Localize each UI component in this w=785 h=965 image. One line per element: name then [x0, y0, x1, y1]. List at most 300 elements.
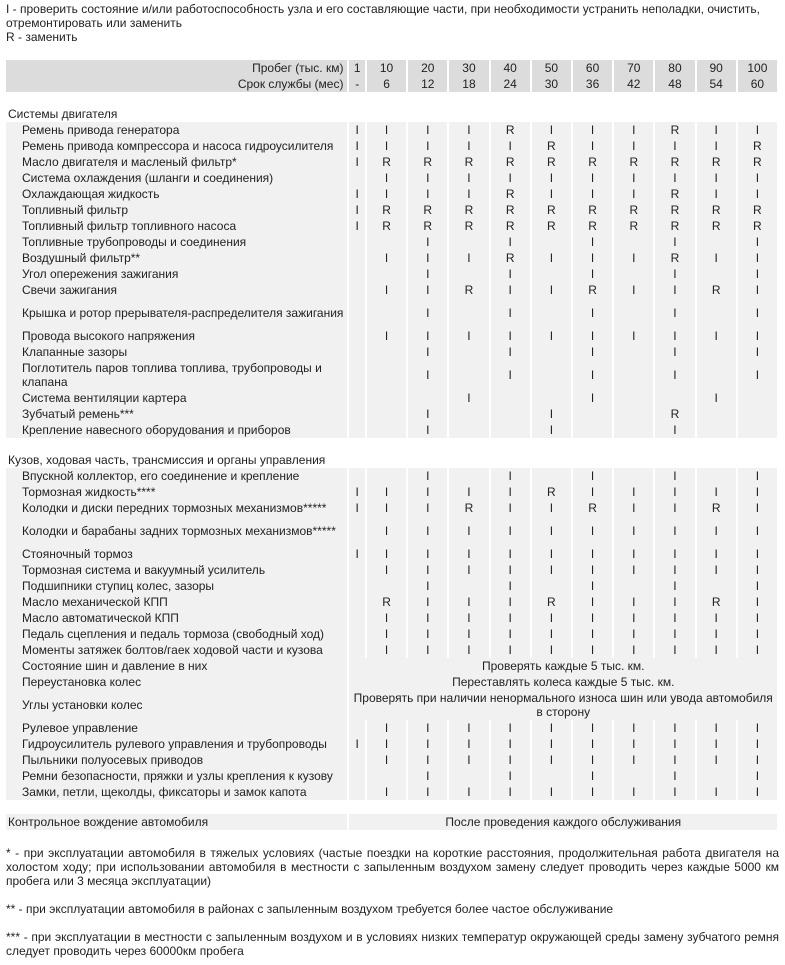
schedule-cell: I: [491, 642, 530, 658]
item-name: Угол опережения зажигания: [6, 266, 347, 282]
schedule-cell: I: [491, 484, 530, 500]
schedule-cell: I: [738, 610, 777, 626]
schedule-cell: I: [655, 282, 694, 298]
schedule-cell: R: [491, 122, 530, 138]
schedule-row: [6, 344, 777, 360]
schedule-cell: I: [738, 720, 777, 736]
schedule-cell: I: [491, 768, 530, 784]
schedule-cell: I: [697, 610, 736, 626]
schedule-cell: R: [655, 218, 694, 234]
item-name: Состояние шин и давление в них: [6, 658, 347, 674]
schedule-cell: I: [697, 186, 736, 202]
schedule-cell: I: [573, 626, 612, 642]
schedule-cell: R: [655, 250, 694, 266]
schedule-cell: I: [491, 562, 530, 578]
schedule-cell: I: [449, 546, 488, 562]
schedule-cell: R: [449, 500, 488, 516]
schedule-cell: [532, 578, 571, 594]
schedule-cell: I: [408, 360, 447, 390]
schedule-cell: R: [449, 154, 488, 170]
schedule-cell: I: [573, 610, 612, 626]
schedule-cell: [367, 234, 406, 250]
schedule-cell: I: [408, 562, 447, 578]
schedule-cell: I: [449, 328, 488, 344]
item-name: Провода высокого напряжения: [6, 328, 347, 344]
schedule-cell: [349, 468, 364, 484]
schedule-cell: I: [491, 752, 530, 768]
schedule-cell: I: [491, 234, 530, 250]
schedule-cell: I: [738, 328, 777, 344]
spacer: [6, 92, 777, 106]
schedule-cell: R: [738, 218, 777, 234]
header-cell: 10: [367, 60, 406, 76]
schedule-cell: I: [408, 484, 447, 500]
schedule-cell: I: [738, 562, 777, 578]
schedule-cell: R: [367, 594, 406, 610]
schedule-cell: I: [367, 484, 406, 500]
schedule-row: [6, 674, 777, 690]
schedule-cell: I: [738, 500, 777, 516]
schedule-cell: I: [449, 138, 488, 154]
schedule-cell: I: [532, 422, 571, 438]
schedule-row: [6, 170, 777, 186]
schedule-cell: I: [655, 500, 694, 516]
schedule-cell: [532, 234, 571, 250]
schedule-cell: R: [614, 202, 653, 218]
interval-note: Проверять каждые 5 тыс. км.: [349, 658, 777, 674]
header-cell: 12: [408, 76, 447, 92]
schedule-cell: I: [614, 752, 653, 768]
schedule-cell: I: [573, 298, 612, 328]
schedule-cell: I: [367, 642, 406, 658]
schedule-cell: I: [738, 266, 777, 282]
schedule-cell: I: [614, 610, 653, 626]
schedule-cell: I: [573, 784, 612, 800]
schedule-cell: I: [655, 266, 694, 282]
item-name: Крепление навесного оборудования и приборов: [6, 422, 347, 438]
schedule-cell: R: [532, 484, 571, 500]
schedule-cell: I: [408, 250, 447, 266]
schedule-cell: I: [449, 122, 488, 138]
schedule-cell: I: [449, 594, 488, 610]
schedule-cell: [655, 390, 694, 406]
schedule-cell: [349, 250, 364, 266]
schedule-cell: R: [573, 500, 612, 516]
schedule-cell: I: [697, 562, 736, 578]
spacer: [6, 800, 777, 814]
schedule-cell: I: [349, 736, 364, 752]
schedule-cell: I: [614, 594, 653, 610]
header-cell: 24: [491, 76, 530, 92]
schedule-cell: [349, 752, 364, 768]
schedule-cell: I: [349, 186, 364, 202]
schedule-cell: I: [655, 422, 694, 438]
item-name: Свечи зажигания: [6, 282, 347, 298]
item-name: Рулевое управление: [6, 720, 347, 736]
schedule-cell: I: [738, 484, 777, 500]
item-name: Колодки и барабаны задних тормозных механизмов*****: [6, 516, 347, 546]
schedule-cell: R: [532, 218, 571, 234]
schedule-cell: I: [491, 298, 530, 328]
schedule-cell: I: [697, 642, 736, 658]
header-cell: 60: [573, 60, 612, 76]
schedule-cell: [349, 626, 364, 642]
schedule-cell: [614, 390, 653, 406]
schedule-cell: R: [449, 202, 488, 218]
schedule-cell: I: [614, 720, 653, 736]
schedule-cell: I: [532, 562, 571, 578]
schedule-cell: R: [573, 282, 612, 298]
header-cell: 20: [408, 60, 447, 76]
header-cell: 70: [614, 60, 653, 76]
schedule-cell: [349, 516, 364, 546]
schedule-cell: R: [738, 138, 777, 154]
schedule-cell: I: [349, 122, 364, 138]
schedule-cell: I: [532, 186, 571, 202]
schedule-cell: I: [697, 626, 736, 642]
schedule-cell: I: [738, 736, 777, 752]
schedule-cell: I: [655, 594, 694, 610]
footnote: * - при эксплуатации автомобиля в тяжелых условиях (частые поездки на короткие расстояния, продолжительная работа двигателя на холостом ходу; при использовании автомобиля в местности с запыленным воздухом замену следует проводить через каждые 5000 км пробега или 3 месяца эксплуатации): [6, 846, 779, 888]
schedule-cell: I: [738, 626, 777, 642]
schedule-cell: I: [697, 736, 736, 752]
schedule-cell: I: [738, 768, 777, 784]
schedule-cell: I: [573, 186, 612, 202]
schedule-cell: [697, 344, 736, 360]
schedule-cell: I: [408, 234, 447, 250]
schedule-cell: I: [408, 720, 447, 736]
schedule-cell: [349, 170, 364, 186]
schedule-cell: I: [573, 752, 612, 768]
section-title-row: [6, 106, 777, 122]
schedule-cell: I: [655, 360, 694, 390]
schedule-cell: [697, 768, 736, 784]
schedule-cell: [738, 406, 777, 422]
header-cell: 6: [367, 76, 406, 92]
schedule-cell: [491, 406, 530, 422]
schedule-cell: [697, 578, 736, 594]
schedule-cell: I: [573, 562, 612, 578]
schedule-cell: I: [491, 516, 530, 546]
schedule-cell: I: [349, 202, 364, 218]
schedule-cell: I: [738, 578, 777, 594]
schedule-row: [6, 784, 777, 800]
schedule-cell: [532, 266, 571, 282]
schedule-cell: [349, 390, 364, 406]
schedule-cell: I: [491, 594, 530, 610]
item-name: Зубчатый ремень***: [6, 406, 347, 422]
schedule-cell: I: [449, 626, 488, 642]
schedule-cell: [614, 360, 653, 390]
schedule-cell: I: [367, 328, 406, 344]
footnotes: [6, 846, 779, 958]
schedule-cell: I: [532, 170, 571, 186]
schedule-row: [6, 768, 777, 784]
schedule-cell: I: [573, 768, 612, 784]
item-name: Система вентиляции картера: [6, 390, 347, 406]
schedule-cell: I: [367, 122, 406, 138]
item-name: Впускной коллектор, его соединение и крепление: [6, 468, 347, 484]
schedule-cell: R: [655, 154, 694, 170]
schedule-cell: I: [573, 390, 612, 406]
schedule-cell: I: [532, 736, 571, 752]
schedule-cell: I: [573, 546, 612, 562]
schedule-cell: R: [697, 218, 736, 234]
schedule-cell: I: [655, 768, 694, 784]
schedule-row: [6, 610, 777, 626]
schedule-cell: I: [449, 250, 488, 266]
schedule-cell: I: [573, 122, 612, 138]
schedule-cell: I: [532, 720, 571, 736]
schedule-cell: I: [491, 500, 530, 516]
schedule-cell: [367, 344, 406, 360]
schedule-cell: I: [408, 468, 447, 484]
schedule-row: [6, 562, 777, 578]
schedule-cell: I: [614, 562, 653, 578]
schedule-cell: I: [491, 578, 530, 594]
schedule-cell: [614, 578, 653, 594]
schedule-cell: I: [349, 138, 364, 154]
schedule-cell: I: [491, 468, 530, 484]
schedule-cell: I: [408, 170, 447, 186]
schedule-cell: [349, 562, 364, 578]
schedule-cell: [697, 468, 736, 484]
schedule-cell: I: [367, 170, 406, 186]
schedule-cell: R: [655, 202, 694, 218]
schedule-cell: [491, 390, 530, 406]
schedule-cell: I: [367, 720, 406, 736]
schedule-cell: [532, 360, 571, 390]
schedule-cell: I: [655, 626, 694, 642]
schedule-row: [6, 690, 777, 720]
schedule-cell: I: [655, 546, 694, 562]
section-title: Системы двигателя: [6, 106, 777, 122]
schedule-cell: [349, 594, 364, 610]
item-name: Масло механической КПП: [6, 594, 347, 610]
schedule-cell: [367, 468, 406, 484]
schedule-cell: I: [449, 484, 488, 500]
item-name: Замки, петли, щеколды, фиксаторы и замок капота: [6, 784, 347, 800]
schedule-cell: [349, 234, 364, 250]
schedule-cell: R: [697, 202, 736, 218]
schedule-cell: I: [614, 122, 653, 138]
schedule-cell: [349, 784, 364, 800]
schedule-cell: [349, 422, 364, 438]
schedule-cell: I: [573, 578, 612, 594]
schedule-cell: I: [408, 422, 447, 438]
schedule-cell: [367, 578, 406, 594]
schedule-cell: R: [532, 138, 571, 154]
schedule-cell: I: [655, 298, 694, 328]
schedule-cell: I: [408, 406, 447, 422]
header-label: Пробег (тыс. км): [6, 60, 347, 76]
schedule-cell: I: [532, 610, 571, 626]
schedule-cell: I: [408, 546, 447, 562]
schedule-cell: R: [573, 218, 612, 234]
schedule-cell: I: [449, 752, 488, 768]
schedule-cell: [449, 422, 488, 438]
schedule-cell: [367, 422, 406, 438]
item-name: Охлаждающая жидкость: [6, 186, 347, 202]
schedule-row: [6, 546, 777, 562]
schedule-cell: I: [408, 298, 447, 328]
schedule-cell: R: [491, 186, 530, 202]
schedule-cell: R: [367, 202, 406, 218]
schedule-cell: I: [573, 234, 612, 250]
schedule-cell: [532, 768, 571, 784]
schedule-cell: I: [491, 610, 530, 626]
schedule-cell: R: [738, 202, 777, 218]
schedule-cell: [532, 390, 571, 406]
schedule-cell: [449, 768, 488, 784]
schedule-cell: I: [697, 546, 736, 562]
schedule-cell: I: [614, 784, 653, 800]
schedule-cell: I: [738, 516, 777, 546]
schedule-cell: I: [573, 250, 612, 266]
item-name: Топливные трубопроводы и соединения: [6, 234, 347, 250]
schedule-cell: I: [449, 186, 488, 202]
schedule-cell: [349, 610, 364, 626]
schedule-cell: [697, 266, 736, 282]
schedule-cell: I: [491, 720, 530, 736]
schedule-cell: I: [449, 720, 488, 736]
schedule-cell: [738, 390, 777, 406]
schedule-cell: R: [738, 154, 777, 170]
schedule-cell: I: [614, 138, 653, 154]
schedule-cell: I: [491, 626, 530, 642]
schedule-cell: I: [655, 752, 694, 768]
schedule-cell: [614, 406, 653, 422]
schedule-cell: I: [367, 562, 406, 578]
item-name: Клапанные зазоры: [6, 344, 347, 360]
schedule-cell: I: [532, 752, 571, 768]
schedule-cell: I: [449, 516, 488, 546]
schedule-cell: I: [449, 170, 488, 186]
item-name: Крышка и ротор прерывателя-распределителя зажигания: [6, 298, 347, 328]
schedule-cell: R: [697, 594, 736, 610]
control-drive-row: [6, 814, 777, 830]
schedule-cell: [532, 298, 571, 328]
schedule-cell: [614, 344, 653, 360]
schedule-cell: I: [655, 736, 694, 752]
schedule-cell: R: [655, 406, 694, 422]
schedule-cell: I: [367, 186, 406, 202]
header-cell: 30: [449, 60, 488, 76]
header-cell: 42: [614, 76, 653, 92]
schedule-cell: [614, 234, 653, 250]
schedule-cell: R: [408, 154, 447, 170]
schedule-cell: I: [697, 138, 736, 154]
schedule-cell: R: [697, 500, 736, 516]
schedule-cell: I: [655, 720, 694, 736]
schedule-row: [6, 500, 777, 516]
schedule-cell: I: [738, 546, 777, 562]
schedule-cell: [367, 768, 406, 784]
schedule-cell: R: [655, 122, 694, 138]
schedule-cell: R: [491, 218, 530, 234]
schedule-cell: I: [655, 516, 694, 546]
header-cell: 100: [738, 60, 777, 76]
schedule-cell: I: [655, 484, 694, 500]
schedule-cell: [449, 234, 488, 250]
schedule-cell: I: [738, 468, 777, 484]
schedule-cell: I: [697, 170, 736, 186]
schedule-cell: [532, 344, 571, 360]
schedule-cell: [349, 360, 364, 390]
schedule-cell: R: [655, 186, 694, 202]
schedule-cell: I: [738, 282, 777, 298]
schedule-cell: I: [655, 328, 694, 344]
schedule-row: [6, 186, 777, 202]
schedule-cell: [349, 328, 364, 344]
schedule-row: [6, 468, 777, 484]
schedule-cell: I: [614, 186, 653, 202]
schedule-cell: I: [697, 122, 736, 138]
item-name: Педаль сцепления и педаль тормоза (свободный ход): [6, 626, 347, 642]
schedule-cell: I: [408, 626, 447, 642]
schedule-cell: I: [614, 546, 653, 562]
schedule-cell: I: [449, 390, 488, 406]
schedule-cell: R: [491, 202, 530, 218]
schedule-cell: I: [491, 266, 530, 282]
schedule-cell: I: [738, 642, 777, 658]
schedule-cell: I: [532, 250, 571, 266]
schedule-cell: I: [697, 516, 736, 546]
schedule-cell: [614, 468, 653, 484]
schedule-cell: R: [408, 202, 447, 218]
schedule-cell: I: [491, 736, 530, 752]
schedule-cell: I: [367, 250, 406, 266]
schedule-row: [6, 752, 777, 768]
spacer: [6, 438, 777, 452]
schedule-cell: [367, 360, 406, 390]
schedule-cell: I: [367, 626, 406, 642]
schedule-cell: I: [408, 736, 447, 752]
schedule-cell: R: [367, 218, 406, 234]
schedule-cell: R: [532, 594, 571, 610]
schedule-row: [6, 626, 777, 642]
schedule-cell: I: [697, 720, 736, 736]
schedule-cell: I: [408, 500, 447, 516]
item-name: Топливный фильтр: [6, 202, 347, 218]
legend-inspect: I - проверить состояние и/или работоспособность узла и его составляющие части, при необходимости устранить неполадки, очистить, отремонтировать или заменить: [6, 2, 760, 30]
schedule-cell: I: [408, 752, 447, 768]
schedule-row: [6, 720, 777, 736]
schedule-cell: [697, 298, 736, 328]
schedule-cell: I: [367, 500, 406, 516]
schedule-cell: R: [573, 202, 612, 218]
schedule-row: [6, 266, 777, 282]
schedule-cell: I: [408, 186, 447, 202]
schedule-cell: I: [738, 186, 777, 202]
schedule-cell: I: [349, 154, 364, 170]
item-name: Ремень привода компрессора и насоса гидроусилителя: [6, 138, 347, 154]
schedule-cell: I: [532, 328, 571, 344]
schedule-cell: I: [532, 282, 571, 298]
schedule-cell: I: [697, 250, 736, 266]
header-cell: 48: [655, 76, 694, 92]
item-name: Ремни безопасности, пряжки и узлы крепления к кузову: [6, 768, 347, 784]
schedule-cell: I: [408, 594, 447, 610]
schedule-row: [6, 154, 777, 170]
schedule-cell: R: [532, 202, 571, 218]
header-cell: -: [349, 76, 364, 92]
schedule-cell: I: [532, 500, 571, 516]
schedule-cell: [349, 298, 364, 328]
schedule-cell: R: [697, 154, 736, 170]
item-name: Воздушный фильтр**: [6, 250, 347, 266]
schedule-cell: I: [697, 390, 736, 406]
